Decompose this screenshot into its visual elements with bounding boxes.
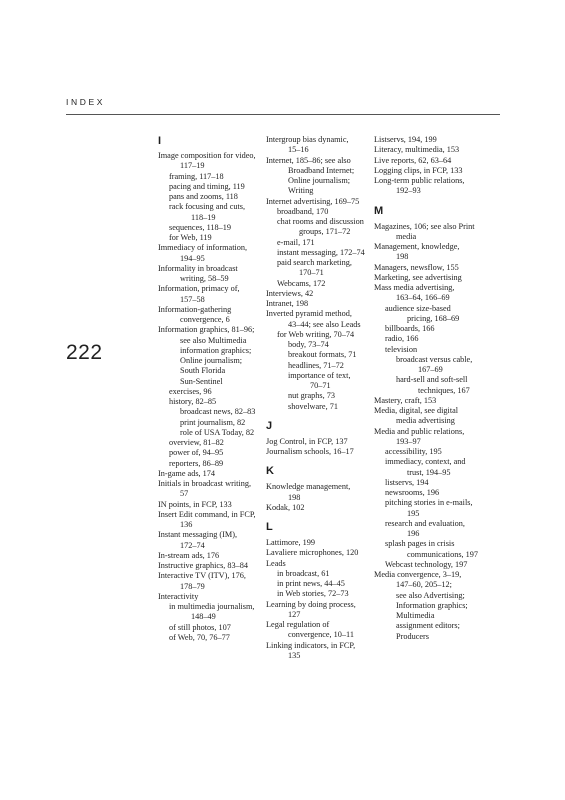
index-subentry: pitching stories in e-mails, <box>385 498 473 508</box>
index-subentry: of Web, 70, 76–77 <box>169 632 230 642</box>
index-entry: Live reports, 62, 63–64 <box>374 155 452 165</box>
index-subentry: accessibility, 195 <box>385 447 442 456</box>
section-letter: M <box>374 204 384 217</box>
index-entry-continuation: communications, 197 <box>407 549 479 559</box>
index-entry-continuation: Information graphics; <box>396 600 468 610</box>
index-subentry: framing, 117–18 <box>169 171 224 181</box>
index-entry-continuation: 135 <box>288 650 301 660</box>
index-entry-continuation: 118–19 <box>191 212 216 222</box>
index-entry-continuation: Multimedia <box>396 611 435 620</box>
index-entry: Mass media advertising, <box>374 283 455 292</box>
index-entry: Interactive TV (ITV), 176, <box>158 571 246 581</box>
index-subentry: reporters, 86–89 <box>169 458 224 468</box>
index-entry-continuation: trust, 194–95 <box>407 467 451 477</box>
index-entry-continuation: information graphics; <box>180 345 252 355</box>
index-entry-continuation: 192–93 <box>396 186 421 196</box>
index-subentry: headlines, 71–72 <box>288 360 344 370</box>
index-entry: Inverted pyramid method, <box>266 309 352 319</box>
index-subentry: breakout formats, 71 <box>288 350 357 360</box>
index-entry: Legal regulation of <box>266 620 330 629</box>
index-entry-continuation: 195 <box>407 508 420 518</box>
index-entry: Managers, newsflow, 155 <box>374 262 459 272</box>
index-entry-continuation: media <box>396 231 417 241</box>
index-entry: Instant messaging (IM), <box>158 530 238 540</box>
index-entry-continuation: see also Multimedia <box>180 335 247 345</box>
index-entry-continuation: 43–44; see also Leads <box>288 319 361 329</box>
index-subentry: in print news, 44–45 <box>277 579 345 588</box>
index-entry: Journalism schools, 16–17 <box>266 447 354 456</box>
index-entry: Long-term public relations, <box>374 176 465 185</box>
index-entry-continuation: 163–64, 166–69 <box>396 293 450 303</box>
index-entry: In-game ads, 174 <box>158 468 216 478</box>
index-subentry: research and evaluation, <box>385 518 465 528</box>
index-entry: Intergroup bias dynamic, <box>266 135 349 144</box>
index-entry-continuation: groups, 171–72 <box>299 227 351 237</box>
section-letter: I <box>158 135 162 147</box>
index-entry: Mastery, craft, 153 <box>374 395 437 405</box>
index-entry: Jog Control, in FCP, 137 <box>266 436 348 446</box>
index-subentry: listservs, 194 <box>385 477 429 487</box>
index-entry-continuation: Broadband Internet; <box>288 165 355 175</box>
index-entry: Media convergence, 3–19, <box>374 570 462 579</box>
index-entry: Literacy, multimedia, 153 <box>374 145 460 155</box>
index-entry: Information, primacy of, <box>158 284 240 294</box>
index-entry: Media, digital, see digital <box>374 406 459 415</box>
index-subentry: splash pages in crisis <box>385 539 455 549</box>
index-entry: Initials in broadcast writing, <box>158 479 252 488</box>
index-subentry: nut graphs, 73 <box>288 391 335 401</box>
index-entry-continuation: 147–60, 205–12; <box>396 580 452 590</box>
index-entry-continuation: 117–19 <box>180 161 205 171</box>
index-subentry: television <box>385 344 418 354</box>
index-entry-continuation: writing, 58–59 <box>180 274 229 283</box>
index-subentry: audience size-based <box>385 303 451 313</box>
index-subentry: pans and zooms, 118 <box>169 192 238 201</box>
index-subentry: Webcams, 172 <box>277 278 326 288</box>
index-entry: Lattimore, 199 <box>266 538 316 547</box>
index-subentry: instant messaging, 172–74 <box>277 247 365 257</box>
index-subentry: of still photos, 107 <box>169 622 231 632</box>
index-subentry: power of, 94–95 <box>169 448 224 458</box>
index-subentry: immediacy, context, and <box>385 457 466 467</box>
index-entry-continuation: 194–95 <box>180 253 205 263</box>
index-entry-continuation: 157–58 <box>180 294 205 304</box>
index-subentry: chat rooms and discussion <box>277 217 364 226</box>
index-entry: Magazines, 106; see also Print <box>374 221 475 231</box>
section-letter: L <box>266 521 273 533</box>
index-subentry: billboards, 166 <box>385 324 435 333</box>
page-number: 222 <box>66 341 103 364</box>
index-entry: Instructive graphics, 83–84 <box>158 561 249 570</box>
index-subentry: paid search marketing, <box>277 258 352 267</box>
index-entry: IN points, in FCP, 133 <box>158 499 232 509</box>
index-subentry: broadband, 170 <box>277 206 329 216</box>
index-entry: Leads <box>266 558 286 568</box>
index-entry: Marketing, see advertising <box>374 272 462 282</box>
index-entry: Logging clips, in FCP, 133 <box>374 165 463 175</box>
index-entry-continuation: pricing, 168–69 <box>407 313 460 323</box>
index-subentry: broadcast versus cable, <box>396 354 473 364</box>
index-subentry: in Web stories, 72–73 <box>277 589 349 599</box>
index-entry-continuation: convergence, 10–11 <box>288 630 354 640</box>
index-column-1 <box>158 135 260 643</box>
index-subentry: body, 73–74 <box>288 340 329 349</box>
index-entry-continuation: 167–69 <box>418 365 443 374</box>
index-entry: Immediacy of information, <box>158 243 248 253</box>
index-entry-continuation: 148–49 <box>191 612 216 622</box>
index-entry-continuation: 172–74 <box>180 540 205 550</box>
section-letter: J <box>266 419 273 432</box>
index-subentry: exercises, 96 <box>169 386 212 396</box>
index-entry-continuation: see also Advertising; <box>396 590 465 600</box>
index-entry-continuation: Online journalism; <box>288 176 351 185</box>
index-entry: Internet, 185–86; see also <box>266 155 351 165</box>
index-subentry: e-mail, 171 <box>277 237 315 247</box>
index-column-3 <box>374 135 484 642</box>
index-subentry: in broadcast, 61 <box>277 568 330 578</box>
index-subentry: shovelware, 71 <box>288 401 338 411</box>
index-entry-continuation: 193–97 <box>396 436 421 446</box>
index-entry: Kodak, 102 <box>266 502 305 512</box>
index-subentry: sequences, 118–19 <box>169 222 232 232</box>
index-entry-continuation: 170–71 <box>299 268 324 278</box>
index-entry-continuation: assignment editors; <box>396 621 460 631</box>
running-header: INDEX <box>66 97 105 107</box>
index-entry: Information-gathering <box>158 304 232 314</box>
index-entry-continuation: 127 <box>288 609 301 619</box>
index-entry-continuation: 196 <box>407 529 420 538</box>
index-subentry: broadcast news, 82–83 <box>180 407 256 417</box>
index-subentry: pacing and timing, 119 <box>169 181 245 191</box>
index-subentry: radio, 166 <box>385 334 419 344</box>
index-subentry: print journalism, 82 <box>180 417 246 427</box>
index-entry-continuation: 178–79 <box>180 581 205 591</box>
index-entry-continuation: Producers <box>396 631 429 641</box>
index-subentry: role of USA Today, 82 <box>180 427 255 437</box>
index-entry: Management, knowledge, <box>374 242 460 251</box>
index-entry: Listservs, 194, 199 <box>374 135 437 144</box>
index-entry: Insert Edit command, in FCP, <box>158 509 256 519</box>
index-entry: Learning by doing process, <box>266 599 356 609</box>
index-entry-continuation: Online journalism; <box>180 356 243 365</box>
index-entry: Lavaliere microphones, 120 <box>266 548 359 558</box>
index-subentry: rack focusing and cuts, <box>169 202 246 212</box>
section-letter: K <box>266 465 274 478</box>
index-subentry: for Web writing, 70–74 <box>277 329 355 339</box>
index-subentry: newsrooms, 196 <box>385 488 440 497</box>
index-subentry: history, 82–85 <box>169 397 217 406</box>
index-subentry: Webcast technology, 197 <box>385 559 468 569</box>
index-entry-continuation: 136 <box>180 520 193 529</box>
index-entry: Knowledge management, <box>266 482 351 492</box>
index-entry: Intranet, 198 <box>266 299 309 308</box>
index-subentry: in multimedia journalism, <box>169 602 255 611</box>
index-subentry: overview, 81–82 <box>169 438 224 447</box>
index-subentry: importance of text, <box>288 370 351 380</box>
index-entry: Media and public relations, <box>374 426 465 436</box>
index-entry: Interactivity <box>158 591 199 601</box>
index-entry: Image composition for video, <box>158 151 256 160</box>
index-entry: In-stream ads, 176 <box>158 550 220 560</box>
index-entry-continuation: 70–71 <box>310 381 331 390</box>
index-entry-continuation: techniques, 167 <box>418 385 470 395</box>
index-entry-continuation: 198 <box>396 252 409 262</box>
index-entry: Information graphics, 81–96; <box>158 325 255 335</box>
index-entry: Informality in broadcast <box>158 263 238 273</box>
index-entry-continuation: Writing <box>288 186 314 196</box>
index-subentry: for Web, 119 <box>169 233 212 242</box>
index-entry-continuation: Sun-Sentinel <box>180 376 223 386</box>
index-entry-continuation: 57 <box>180 489 189 499</box>
index-entry-continuation: South Florida <box>180 366 226 376</box>
index-entry: Linking indicators, in FCP, <box>266 640 356 650</box>
index-entry-continuation: 15–16 <box>288 145 309 155</box>
index-entry: Internet advertising, 169–75 <box>266 196 360 206</box>
header-rule <box>66 114 500 115</box>
index-entry-continuation: 198 <box>288 492 301 502</box>
index-entry: Interviews, 42 <box>266 288 314 298</box>
index-entry-continuation: convergence, 6 <box>180 315 230 324</box>
index-entry-continuation: media advertising <box>396 416 455 426</box>
index-column-2 <box>266 135 366 661</box>
index-subentry: hard-sell and soft-sell <box>396 375 468 385</box>
